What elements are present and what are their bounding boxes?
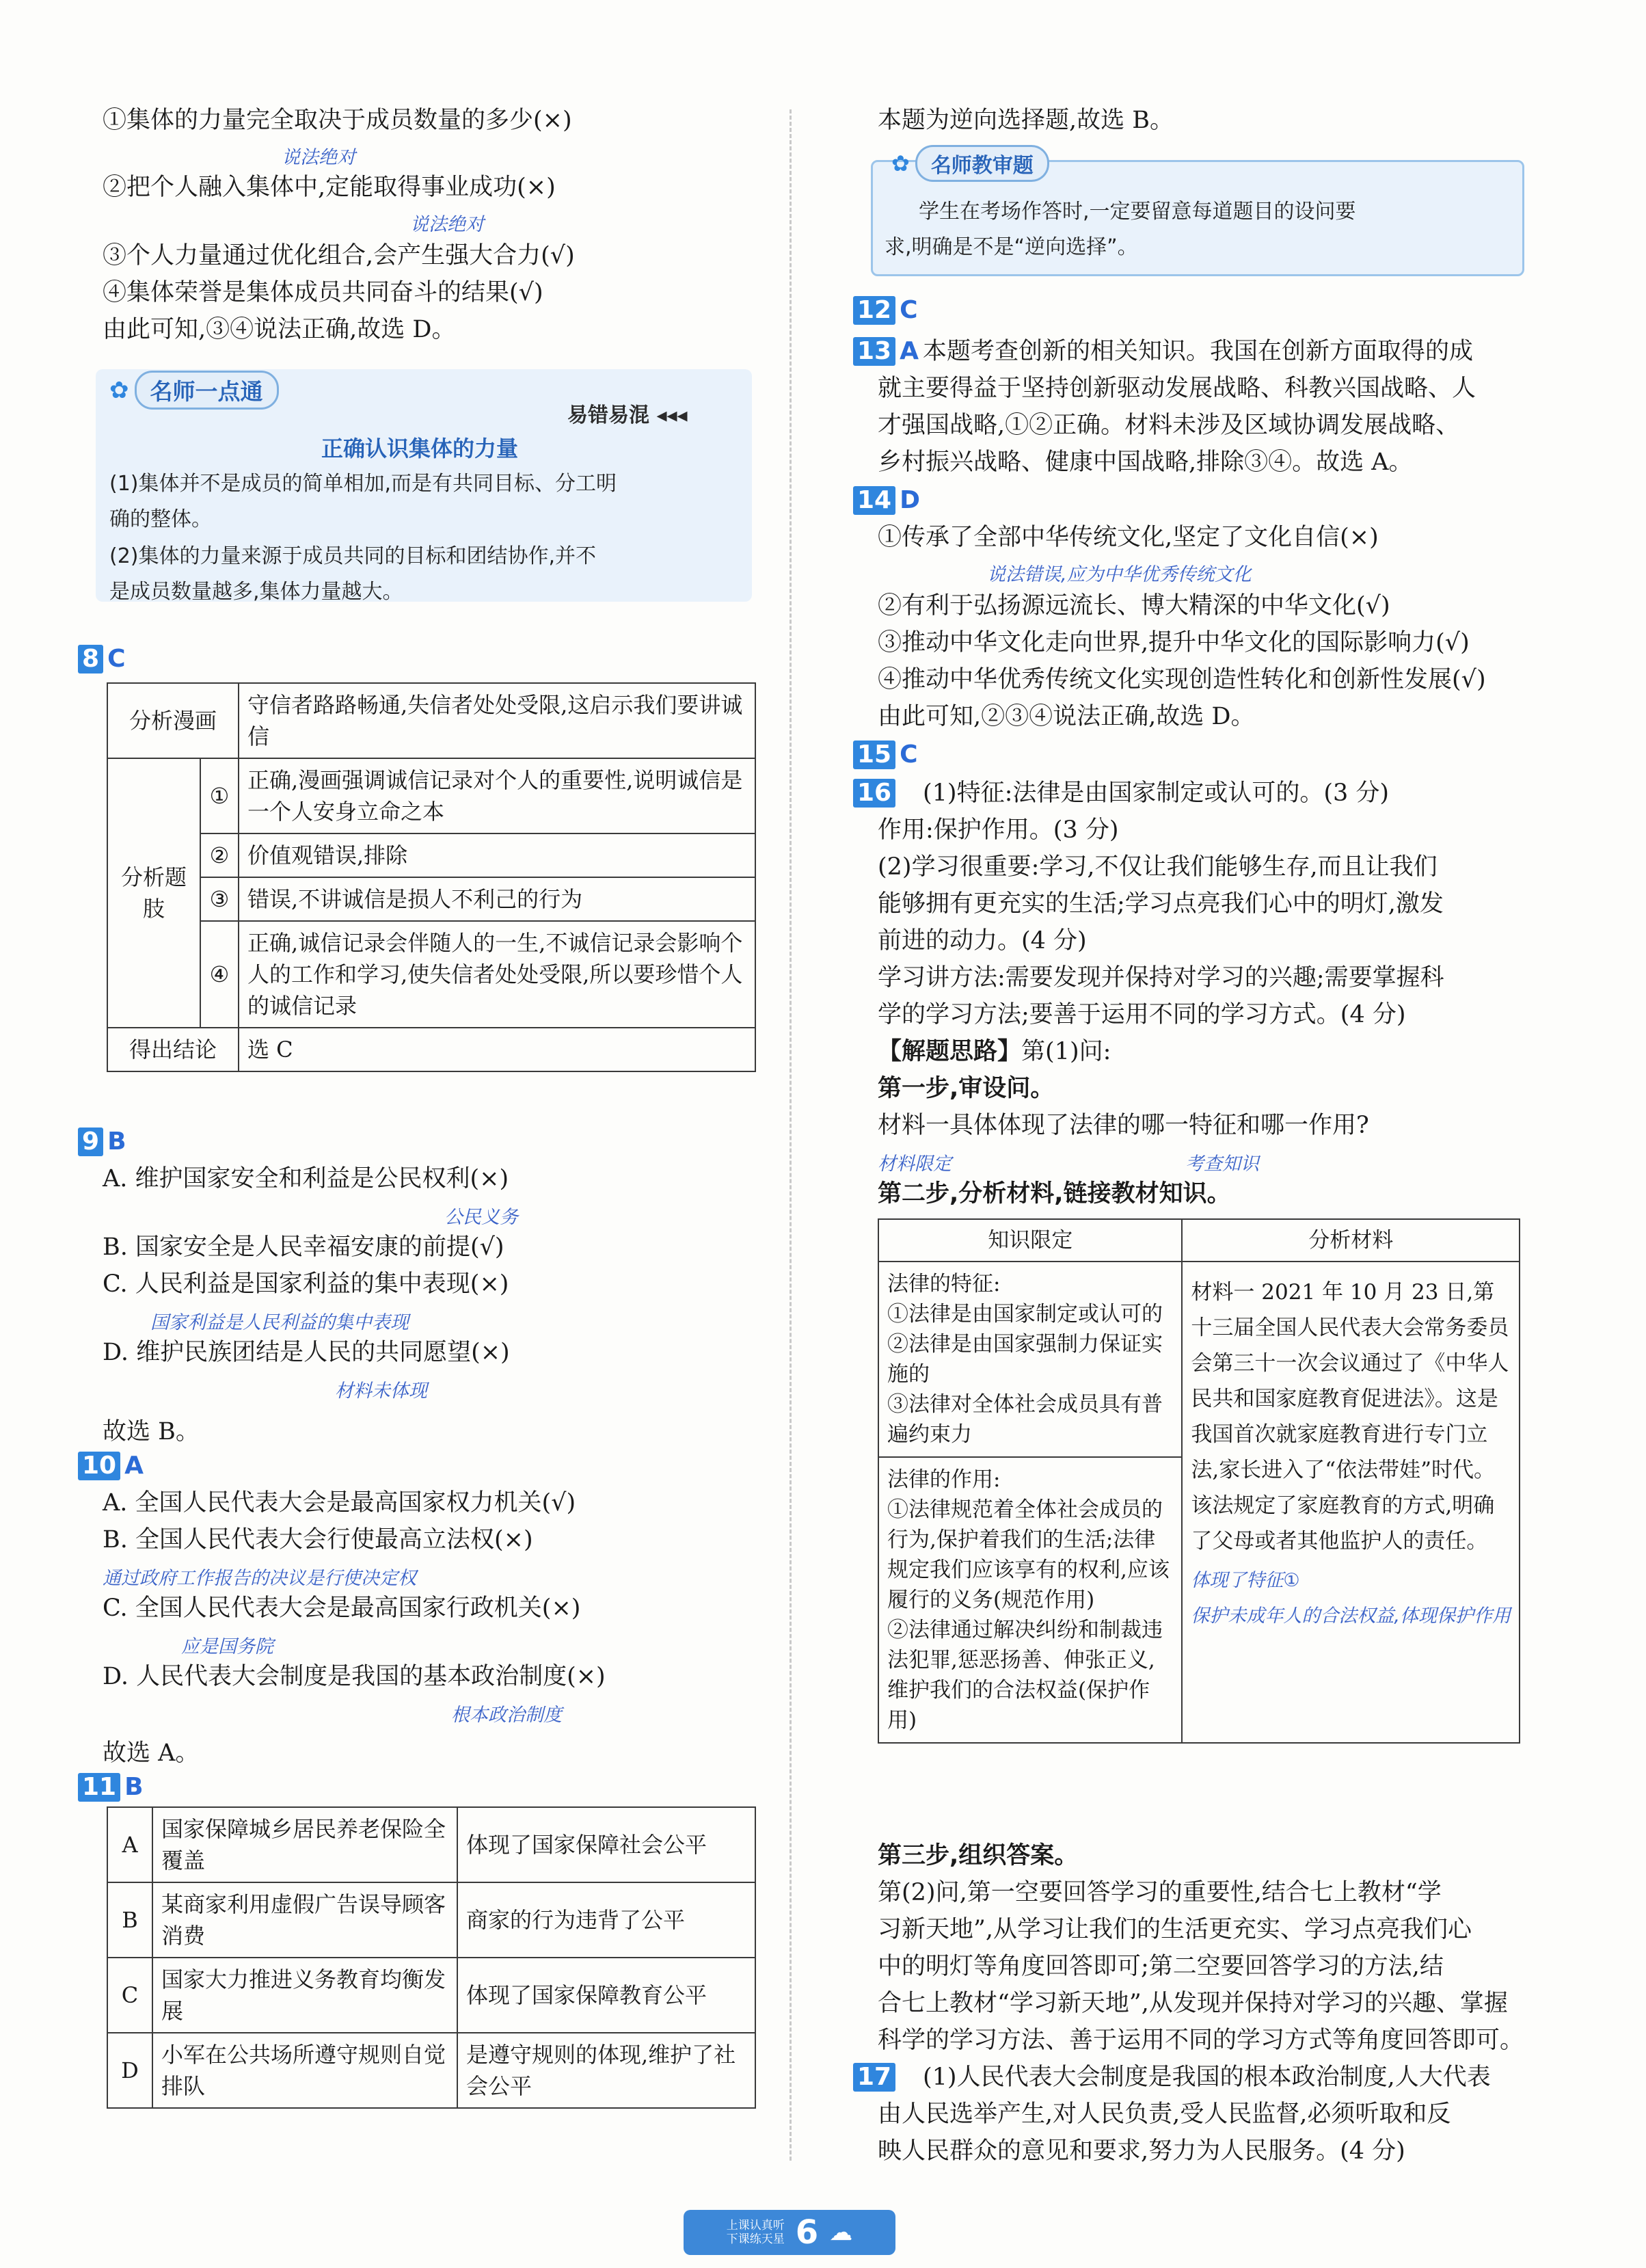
q16-line-6: 学习讲方法:需要发现并保持对学习的兴趣;需要掌握科 [878, 964, 1444, 991]
tip-title-text: 名师一点通 [135, 371, 279, 410]
q7-line-4: ④集体荣誉是集体成员共同奋斗的结果(√) [103, 279, 543, 306]
table-row [107, 758, 755, 833]
q16-tail-5: 科学的学习方法、善于运用不同的学习方式等角度回答即可。 [878, 2027, 1524, 2054]
table-row [107, 1807, 755, 1882]
q8-mid-label: 分析题肢 [107, 758, 200, 1028]
q7-line-1: ①集体的力量完全取决于成员数量的多少(×) [103, 107, 572, 134]
q16-table-header-2: 分析材料 [1182, 1219, 1520, 1262]
table-row [878, 1219, 1520, 1262]
q9-note-a: 公民义务 [444, 1207, 518, 1228]
q11-row-event: 国家大力推进义务教育均衡发展 [152, 1958, 457, 2033]
tip2-line-1: 学生在考场作答时,一定要留意每道题目的设问要 [919, 200, 1356, 224]
q9-line-b: B. 国家安全是人民幸福安康的前提(√) [103, 1233, 504, 1261]
q16-step2: 第二步,分析材料,链接教材知识。 [878, 1180, 1231, 1208]
q13-line-3: 才强国战略,①②正确。材料未涉及区域协调发展战略、 [878, 412, 1460, 439]
q16-number: 16 [853, 777, 900, 810]
q11-row-key: D [107, 2033, 152, 2108]
q16-line-7: 学的学习方法;要善于运用不同的学习方式。(4 分) [878, 1001, 1406, 1028]
q11-row-analysis: 体现了国家保障教育公平 [457, 1958, 755, 2033]
q7-note-2: 说法绝对 [410, 214, 484, 235]
q8-opt-text: 正确,漫画强调诚信记录对个人的重要性,说明诚信是一个人安身立命之本 [239, 758, 755, 833]
q14-line-1: ①传承了全部中华传统文化,坚定了文化自信(×) [878, 524, 1379, 551]
q9-note-d: 材料未体现 [335, 1380, 427, 1402]
q7-line-2: ②把个人融入集体中,定能取得事业成功(×) [103, 174, 556, 201]
tip2-line-2: 求,明确是不是“逆向选择”。 [885, 235, 1138, 259]
table-row [107, 1882, 755, 1958]
q8-r1-text: 守信者路路畅通,失信者处处受限,这启示我们要讲诚信 [239, 683, 755, 758]
q8-r1-label: 分析漫画 [107, 683, 239, 758]
q9-number: 9 B [78, 1125, 126, 1158]
q8-opt-key: ③ [200, 877, 239, 921]
q11-row-key: C [107, 1958, 152, 2033]
q16-tail-4: 合七上教材“学习新天地”,从发现并保持对学习的兴趣、掌握 [878, 1990, 1508, 2017]
q14-number: 14 D [853, 484, 920, 517]
page-number: 6 [795, 2213, 819, 2252]
table-row [107, 1958, 755, 2033]
q9-line-c: C. 人民利益是国家利益的集中表现(×) [103, 1270, 509, 1298]
q16-note-1: 材料限定 [878, 1153, 952, 1175]
q7-line-3: ③个人力量通过优化组合,会产生强大合力(√) [103, 242, 575, 269]
q13-line-1: 本题考查创新的相关知识。我国在创新方面取得的成 [923, 338, 1474, 365]
q11-row-analysis: 商家的行为违背了公平 [457, 1882, 755, 1958]
q11-row-event: 小军在公共场所遵守规则自觉排队 [152, 2033, 457, 2108]
q16-material-note-1: 体现了特征① [1191, 1570, 1300, 1591]
q16-line-3: (2)学习很重要:学习,不仅让我们能够生存,而且让我们 [878, 853, 1438, 881]
q9-line-a: A. 维护国家安全和利益是公民权利(×) [103, 1165, 509, 1192]
q17-line-1: (1)人民代表大会制度是我国的根本政治制度,人大代表 [923, 2064, 1491, 2091]
q16-table-header-1: 知识限定 [878, 1219, 1182, 1262]
q16-knowledge-features [878, 1262, 1182, 1457]
q8-opt-key: ① [200, 758, 239, 833]
q8-opt-key: ② [200, 833, 239, 877]
q17-line-2: 由人民选举产生,对人民负责,受人民监督,必须听取和反 [878, 2100, 1451, 2128]
q8-last-label: 得出结论 [107, 1028, 239, 1071]
q12-number: 12 C [853, 294, 918, 327]
q16-line-5: 前进的动力。(4 分) [878, 927, 1087, 955]
q16-line-4: 能够拥有更充实的生活;学习点亮我们心中的明灯,激发 [878, 890, 1444, 918]
q11-table [107, 1806, 756, 2109]
q9-note-c: 国家利益是人民利益的集中表现 [150, 1312, 409, 1333]
tip-tag: 易错易混 ◂◂◂ [567, 403, 688, 427]
tip-subtitle: 正确认识集体的力量 [321, 436, 519, 462]
q10-line-b: B. 全国人民代表大会行使最高立法权(×) [103, 1526, 533, 1553]
table-row [107, 683, 755, 758]
cloud-icon: ☁ [829, 2219, 853, 2246]
q11-conclusion: 本题为逆向选择题,故选 B。 [878, 107, 1174, 134]
tip2-title [891, 145, 1049, 182]
tip-line-1: (1)集体并不是成员的简单相加,而是有共同目标、分工明 [109, 472, 617, 496]
q17-line-3: 映人民群众的意见和要求,努力为人民服务。(4 分) [878, 2137, 1405, 2165]
cell-line: 法律的特征: [887, 1272, 1001, 1296]
q16-knowledge-functions [878, 1457, 1182, 1743]
slogan-line: 上课认真听 [726, 2219, 785, 2232]
q10-line-d: D. 人民代表大会制度是我国的基本政治制度(×) [103, 1663, 606, 1690]
q16-tag-line [878, 1035, 1111, 1068]
tip-line-2: 确的整体。 [109, 507, 212, 531]
q13-line-2: 就主要得益于坚持创新驱动发展战略、科教兴国战略、人 [878, 375, 1476, 402]
q11-number: 11 B [78, 1771, 144, 1804]
q16-line-2: 作用:保护作用。(3 分) [878, 816, 1119, 844]
q14-line-3: ③推动中华文化走向世界,提升中华文化的国际影响力(√) [878, 629, 1470, 656]
q10-note-b: 通过政府工作报告的决议是行使决定权 [103, 1568, 416, 1589]
q16-material-cell [1182, 1262, 1520, 1743]
footer-slogan [727, 2219, 785, 2246]
q8-opt-text: 正确,诚信记录会伴随人的一生,不诚信记录会影响个人的工作和学习,使失信者处处受限,所以要珍惜个人的诚信记录 [239, 921, 755, 1028]
star-icon: ✿ [109, 376, 129, 404]
q14-line-2: ②有利于弘扬源远流长、博大精深的中华文化(√) [878, 592, 1390, 619]
q16-table [878, 1218, 1520, 1744]
q11-row-analysis: 是遵守规则的体现,维护了社会公平 [457, 2033, 755, 2108]
tip-line-4: 是成员数量越多,集体力量越大。 [109, 580, 403, 604]
cell-line: ②法律是由国家强制力保证实施的 [887, 1332, 1163, 1387]
cell-line: ①法律规范着全体社会成员的行为,保护着我们的生活;法律规定我们应该享有的权利,应该履行的义务(规范作用) [887, 1497, 1170, 1612]
q16-line-1: (1)特征:法律是由国家制定或认可的。(3 分) [923, 779, 1390, 807]
q8-opt-key: ④ [200, 921, 239, 1028]
table-row [107, 1028, 755, 1071]
q13-number: 13 A [853, 335, 919, 368]
cell-line: ③法律对全体社会成员具有普遍约束力 [887, 1392, 1163, 1447]
q10-number: 10 A [78, 1450, 144, 1482]
q8-opt-text: 错误,不讲诚信是损人不利己的行为 [239, 877, 755, 921]
q11-row-key: B [107, 1882, 152, 1958]
q11-row-event: 国家保障城乡居民养老保险全覆盖 [152, 1807, 457, 1882]
q10-line-c: C. 全国人民代表大会是最高国家行政机关(×) [103, 1595, 581, 1622]
q14-line-5: 由此可知,②③④说法正确,故选 D。 [878, 703, 1255, 730]
q10-line-e: 故选 A。 [103, 1739, 200, 1767]
q16-step3: 第三步,组织答案。 [878, 1842, 1079, 1869]
q16-question: 材料一具体体现了法律的哪一特征和哪一作用? [878, 1112, 1369, 1139]
tip-title [109, 371, 279, 410]
q14-line-4: ④推动中华优秀传统文化实现创造性转化和创新性发展(√) [878, 666, 1486, 693]
q11-row-key: A [107, 1807, 152, 1882]
cell-line: ②法律通过解决纠纷和制裁违法犯罪,惩恶扬善、伸张正义,维护我们的合法权益(保护作用) [887, 1618, 1163, 1733]
cell-line: 法律的作用: [887, 1467, 1001, 1492]
q11-row-event: 某商家利用虚假广告误导顾客消费 [152, 1882, 457, 1958]
page-footer [684, 2210, 895, 2255]
table-row [107, 2033, 755, 2108]
q7-line-5: 由此可知,③④说法正确,故选 D。 [103, 316, 456, 343]
q8-table [107, 682, 756, 1072]
q16-material-note-2: 保护未成年人的合法权益,体现保护作用 [1191, 1605, 1511, 1627]
q8-number: 8 C [78, 643, 125, 676]
q10-line-a: A. 全国人民代表大会是最高国家权力机关(√) [103, 1489, 576, 1517]
q16-tail-2: 习新天地”,从学习让我们的生活更充实、学习点亮我们心 [878, 1916, 1472, 1943]
table-row [878, 1262, 1520, 1457]
q14-note: 说法错误,应为中华优秀传统文化 [987, 564, 1252, 585]
column-divider [790, 109, 792, 2161]
slogan-line: 下课练天星 [726, 2232, 785, 2246]
q9-line-e: 故选 B。 [103, 1418, 200, 1445]
q16-tail-3: 中的明灯等角度回答即可;第二空要回答学习的方法,结 [878, 1953, 1444, 1980]
q7-note-1: 说法绝对 [282, 147, 355, 168]
q10-note-c: 应是国务院 [181, 1636, 273, 1657]
tip2-title-text: 名师教审题 [915, 145, 1049, 182]
q16-tag-rest: 第(1)问: [1021, 1038, 1111, 1065]
q13-line-4: 乡村振兴战略、健康中国战略,排除③④。故选 A。 [878, 449, 1413, 476]
star-icon: ✿ [891, 150, 910, 176]
q16-tag: 【解题思路】 [878, 1038, 1022, 1065]
tip-line-3: (2)集体的力量来源于成员共同的目标和团结协作,并不 [109, 544, 597, 568]
q16-note-2: 考查知识 [1185, 1153, 1259, 1175]
q8-opt-text: 价值观错误,排除 [239, 833, 755, 877]
table-row [107, 877, 755, 921]
q16-step1: 第一步,审设问。 [878, 1075, 1055, 1102]
table-row [107, 921, 755, 1028]
q9-line-d: D. 维护民族团结是人民的共同愿望(×) [103, 1339, 510, 1366]
q16-tail-1: 第(2)问,第一空要回答学习的重要性,结合七上教材“学 [878, 1879, 1442, 1906]
q11-row-analysis: 体现了国家保障社会公平 [457, 1807, 755, 1882]
table-row [107, 833, 755, 877]
q16-material-text: 材料一 2021 年 10 月 23 日,第十三届全国人民代表大会常务委员会第三十一次会议通过了《中华人民共和国家庭教育促进法》。这是我国首次就家庭教育进行专门立法,家长进入了“依法带娃”时代。该法规定了家庭教育的方式,明确了父母或者其他监护人的责任。 [1191, 1280, 1509, 1553]
q8-last-text: 选 C [239, 1028, 755, 1071]
q10-note-d: 根本政治制度 [451, 1705, 562, 1726]
q15-number: 15 C [853, 738, 918, 771]
q17-number: 17 [853, 2061, 900, 2094]
cell-line: ①法律是由国家制定或认可的 [887, 1302, 1163, 1326]
